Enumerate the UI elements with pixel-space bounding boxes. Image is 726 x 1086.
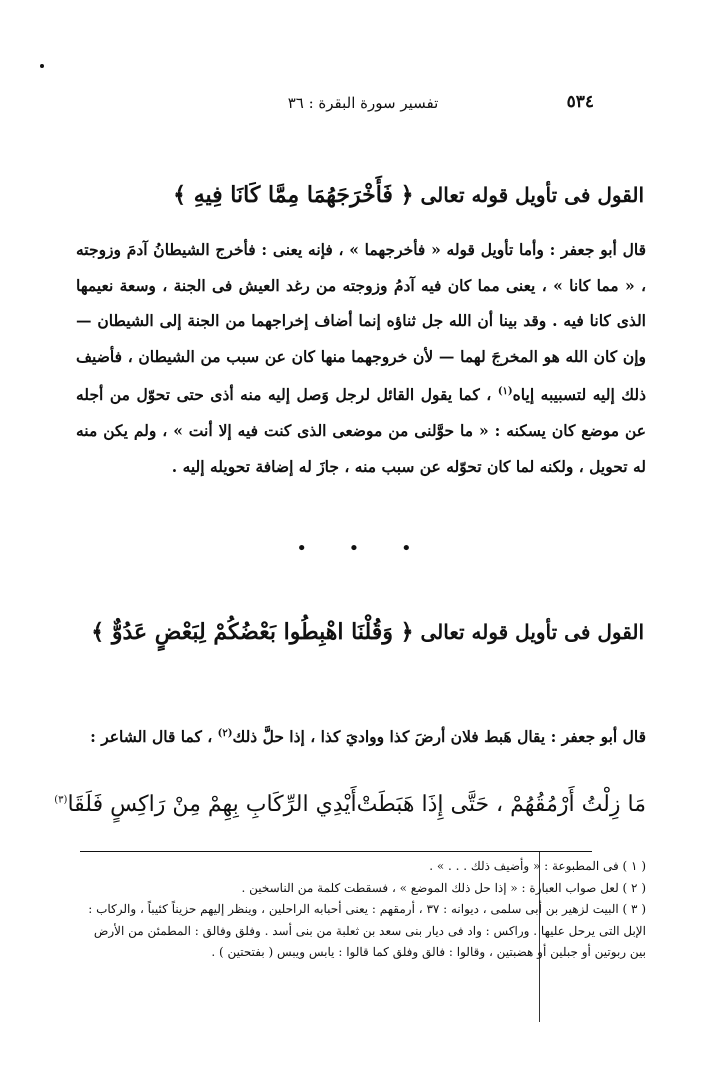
paragraph-text-cont: ، كما قال الشاعر : bbox=[90, 727, 218, 747]
ink-speck bbox=[40, 64, 44, 68]
footnote-2: ( ٢ ) لعل صواب العبارة : « إذا حل ذلك الموضع » ، فسقطت كلمة من الناسخين . bbox=[241, 880, 646, 895]
footnote-marker: (٣) bbox=[54, 794, 68, 806]
heading-prefix: القول فى تأويل قوله تعالى bbox=[420, 183, 644, 207]
footnotes bbox=[80, 856, 646, 964]
quran-verse-heading: ﴿ وَقُلْنَا اهْبِطُوا بَعْضُكُمْ لِبَعْضٍ عَدُوٌّ ﴾ bbox=[91, 619, 414, 645]
paragraph-text-cont: ، كما يقول القائل لرجل وَصل إليه منه أذى حتى تحوّل من أجله عن موضع كان يسكنه : « ما حوَّلنى من موضعى الذى كنت فيه إلا أنت » ، ولم يكن منه له تحويل ، ولكنه لما كان تحوّله عن سبب منه ، جازَ له إضافة تحويله إليه . bbox=[76, 385, 646, 476]
page-number: ٥٣٤ bbox=[566, 92, 594, 112]
poetry-verse bbox=[54, 792, 646, 817]
commentary-paragraph-1 bbox=[76, 232, 646, 484]
paragraph-text: قال أبو جعفر : يقال هَبط فلان أرضَ كذا وواديَ كذا ، إذا حلَّ ذلك bbox=[232, 727, 646, 747]
footnote-1: ( ١ ) فى المطبوعة : « وأضيف ذلك . . . » . bbox=[429, 859, 646, 873]
footnote-marker: (١) bbox=[497, 386, 513, 398]
quran-verse-heading: ﴿ فَأَخْرَجَهُمَا مِمَّا كَانَا فِيهِ ﴾ bbox=[173, 182, 414, 208]
section-heading-1 bbox=[82, 178, 644, 212]
verse-second-hemistich bbox=[54, 792, 356, 817]
verse-first-hemistich: مَا زِلْتُ أَرْمُقُهُمْ ، حَتَّى إِذَا هَبَطَتْ bbox=[356, 792, 646, 817]
commentary-paragraph-2 bbox=[76, 716, 646, 755]
section-separator: • • • bbox=[296, 538, 430, 559]
footnote-marker: (٢) bbox=[217, 728, 233, 739]
page-header bbox=[40, 92, 686, 118]
running-title: تفسير سورة البقرة : ٣٦ bbox=[287, 94, 439, 112]
verse-second-text: أَيْدِي الرِّكَابِ بِهِمْ مِنْ رَاكِسٍ فَلَقَا bbox=[67, 792, 357, 817]
paragraph-text: قال أبو جعفر : وأما تأويل قوله « فأخرجهما » ، فإنه يعنى : فأخرج الشيطانُ آدمَ وزوجته ، « مما كانا » ، يعنى مما كان فيه آدمُ وزوجته من رغد العيش فى الجنة ، وسعة نعيمها الذى كانا فيه . وقد بينا أن الله جل ثناؤه إنما أضاف إخراجهما من الجنة إلى الشيطان — وإن كان الله هو المخرجَ لهما — لأن خروجهما منها كان عن سبب من الشيطان ، فأضيف ذلك إليه لتسبيبه إياه bbox=[76, 240, 646, 405]
heading-prefix: القول فى تأويل قوله تعالى bbox=[420, 620, 644, 644]
footnote-3: ( ٣ ) البيت لزهير بن أبى سلمى ، ديوانه : ٣٧ ، أرمقهم : يعنى أحبابه الراحلين ، وينظر إليهم حزيناً كئيباً ، والركاب : الإبل التى يرحل عليها . وراكس : واد فى ديار بنى سعد بن ثعلبة من بنى أسد . وفلق وفالق : المطمئن من الأرض بين ربوتين أو جبلين أو هضبتين ، وقالوا : فالق وفلق كما قالوا : يابس ويبس ( بفتحتين ) . bbox=[88, 902, 646, 960]
footnote-divider bbox=[80, 851, 592, 852]
section-heading-2 bbox=[82, 604, 644, 660]
